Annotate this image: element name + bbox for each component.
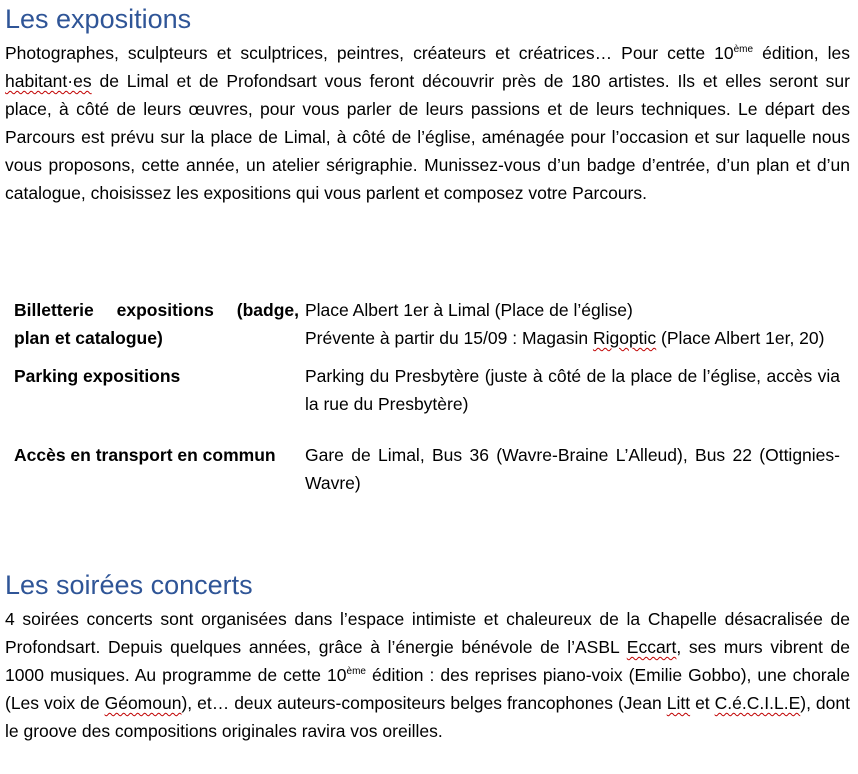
text-run: Prévente à partir du 15/09 : Magasin [305, 328, 593, 348]
table-row [11, 441, 843, 497]
table-row [11, 362, 843, 441]
transport-label: Accès en transport en commun [14, 445, 276, 465]
text-run: (Place Albert 1er, 20) [656, 328, 825, 348]
text-run: Photographes, sculpteurs et sculptrices, peintres, créateurs et créatrices… Pour cette 10 [5, 43, 734, 63]
section-title-concerts: Les soirées concerts [5, 570, 253, 600]
spellcheck-word: Litt [666, 693, 691, 713]
section-title-expositions: Les expositions [5, 4, 192, 34]
billetterie-line-2 [305, 324, 840, 352]
billetterie-label: Billetterie expositions (badge, plan et catalogue) [14, 300, 299, 348]
superscript: ème [733, 44, 754, 55]
spellcheck-word: Rigoptic [592, 328, 657, 348]
text-run: ), dont le groove des compositions originales ravira vos oreilles. [5, 693, 850, 741]
spellcheck-word: habitant·es [5, 71, 92, 91]
practical-info-table [11, 296, 843, 497]
spellcheck-word: Géomoun [104, 693, 182, 713]
text-run: et [690, 693, 715, 713]
parking-value: Parking du Presbytère (juste à côté de la place de l’église, accès via la rue du Presbytère) [305, 366, 840, 414]
billetterie-line-1: Place Albert 1er à Limal (Place de l’église) [305, 300, 633, 320]
superscript: ème [346, 666, 366, 677]
transport-value: Gare de Limal, Bus 36 (Wavre-Braine L’Alleud), Bus 22 (Ottignies-Wavre) [305, 445, 840, 493]
concerts-paragraph [5, 605, 850, 745]
text-run: 4 soirées concerts sont organisées dans l’espace intimiste et chaleureux de la Chapelle désacralisée de Profondsart. Depuis quelques années, grâce à l’énergie bénévole de l’ASBL [5, 609, 850, 657]
text-run: , ses murs vibrent de 1000 musiques. Au programme de cette 10 [5, 637, 850, 685]
spellcheck-word: Eccart [626, 637, 677, 657]
text-run: édition, les [753, 43, 850, 63]
text-run: ), et… deux auteurs-compositeurs belges francophones (Jean [181, 693, 667, 713]
billetterie-value [302, 296, 843, 362]
text-run: de Limal et de Profondsart vous feront découvrir près de 180 artistes. Ils et elles seront sur place, à côté de leurs œuvres, pour vous parler de leurs passions et de leurs techniques. Le départ des Parcours est prévu sur la place de Limal, à côté de l’église, aménagée pour l’occasion et sur laquelle nous vous proposons, cette année, un atelier sérigraphie. Munissez-vous d’un badge d’entrée, d’un plan et d’un catalogue, choisissez les expositions qui vous parlent et composez votre Parcours. [5, 71, 850, 203]
table-row [11, 296, 843, 362]
spellcheck-word: C.é.C.I.L.E [714, 693, 801, 713]
parking-label: Parking expositions [14, 366, 181, 386]
text-run: édition : des reprises piano-voix (Emilie Gobbo), une chorale (Les voix de [5, 665, 850, 713]
expositions-paragraph [5, 39, 850, 207]
